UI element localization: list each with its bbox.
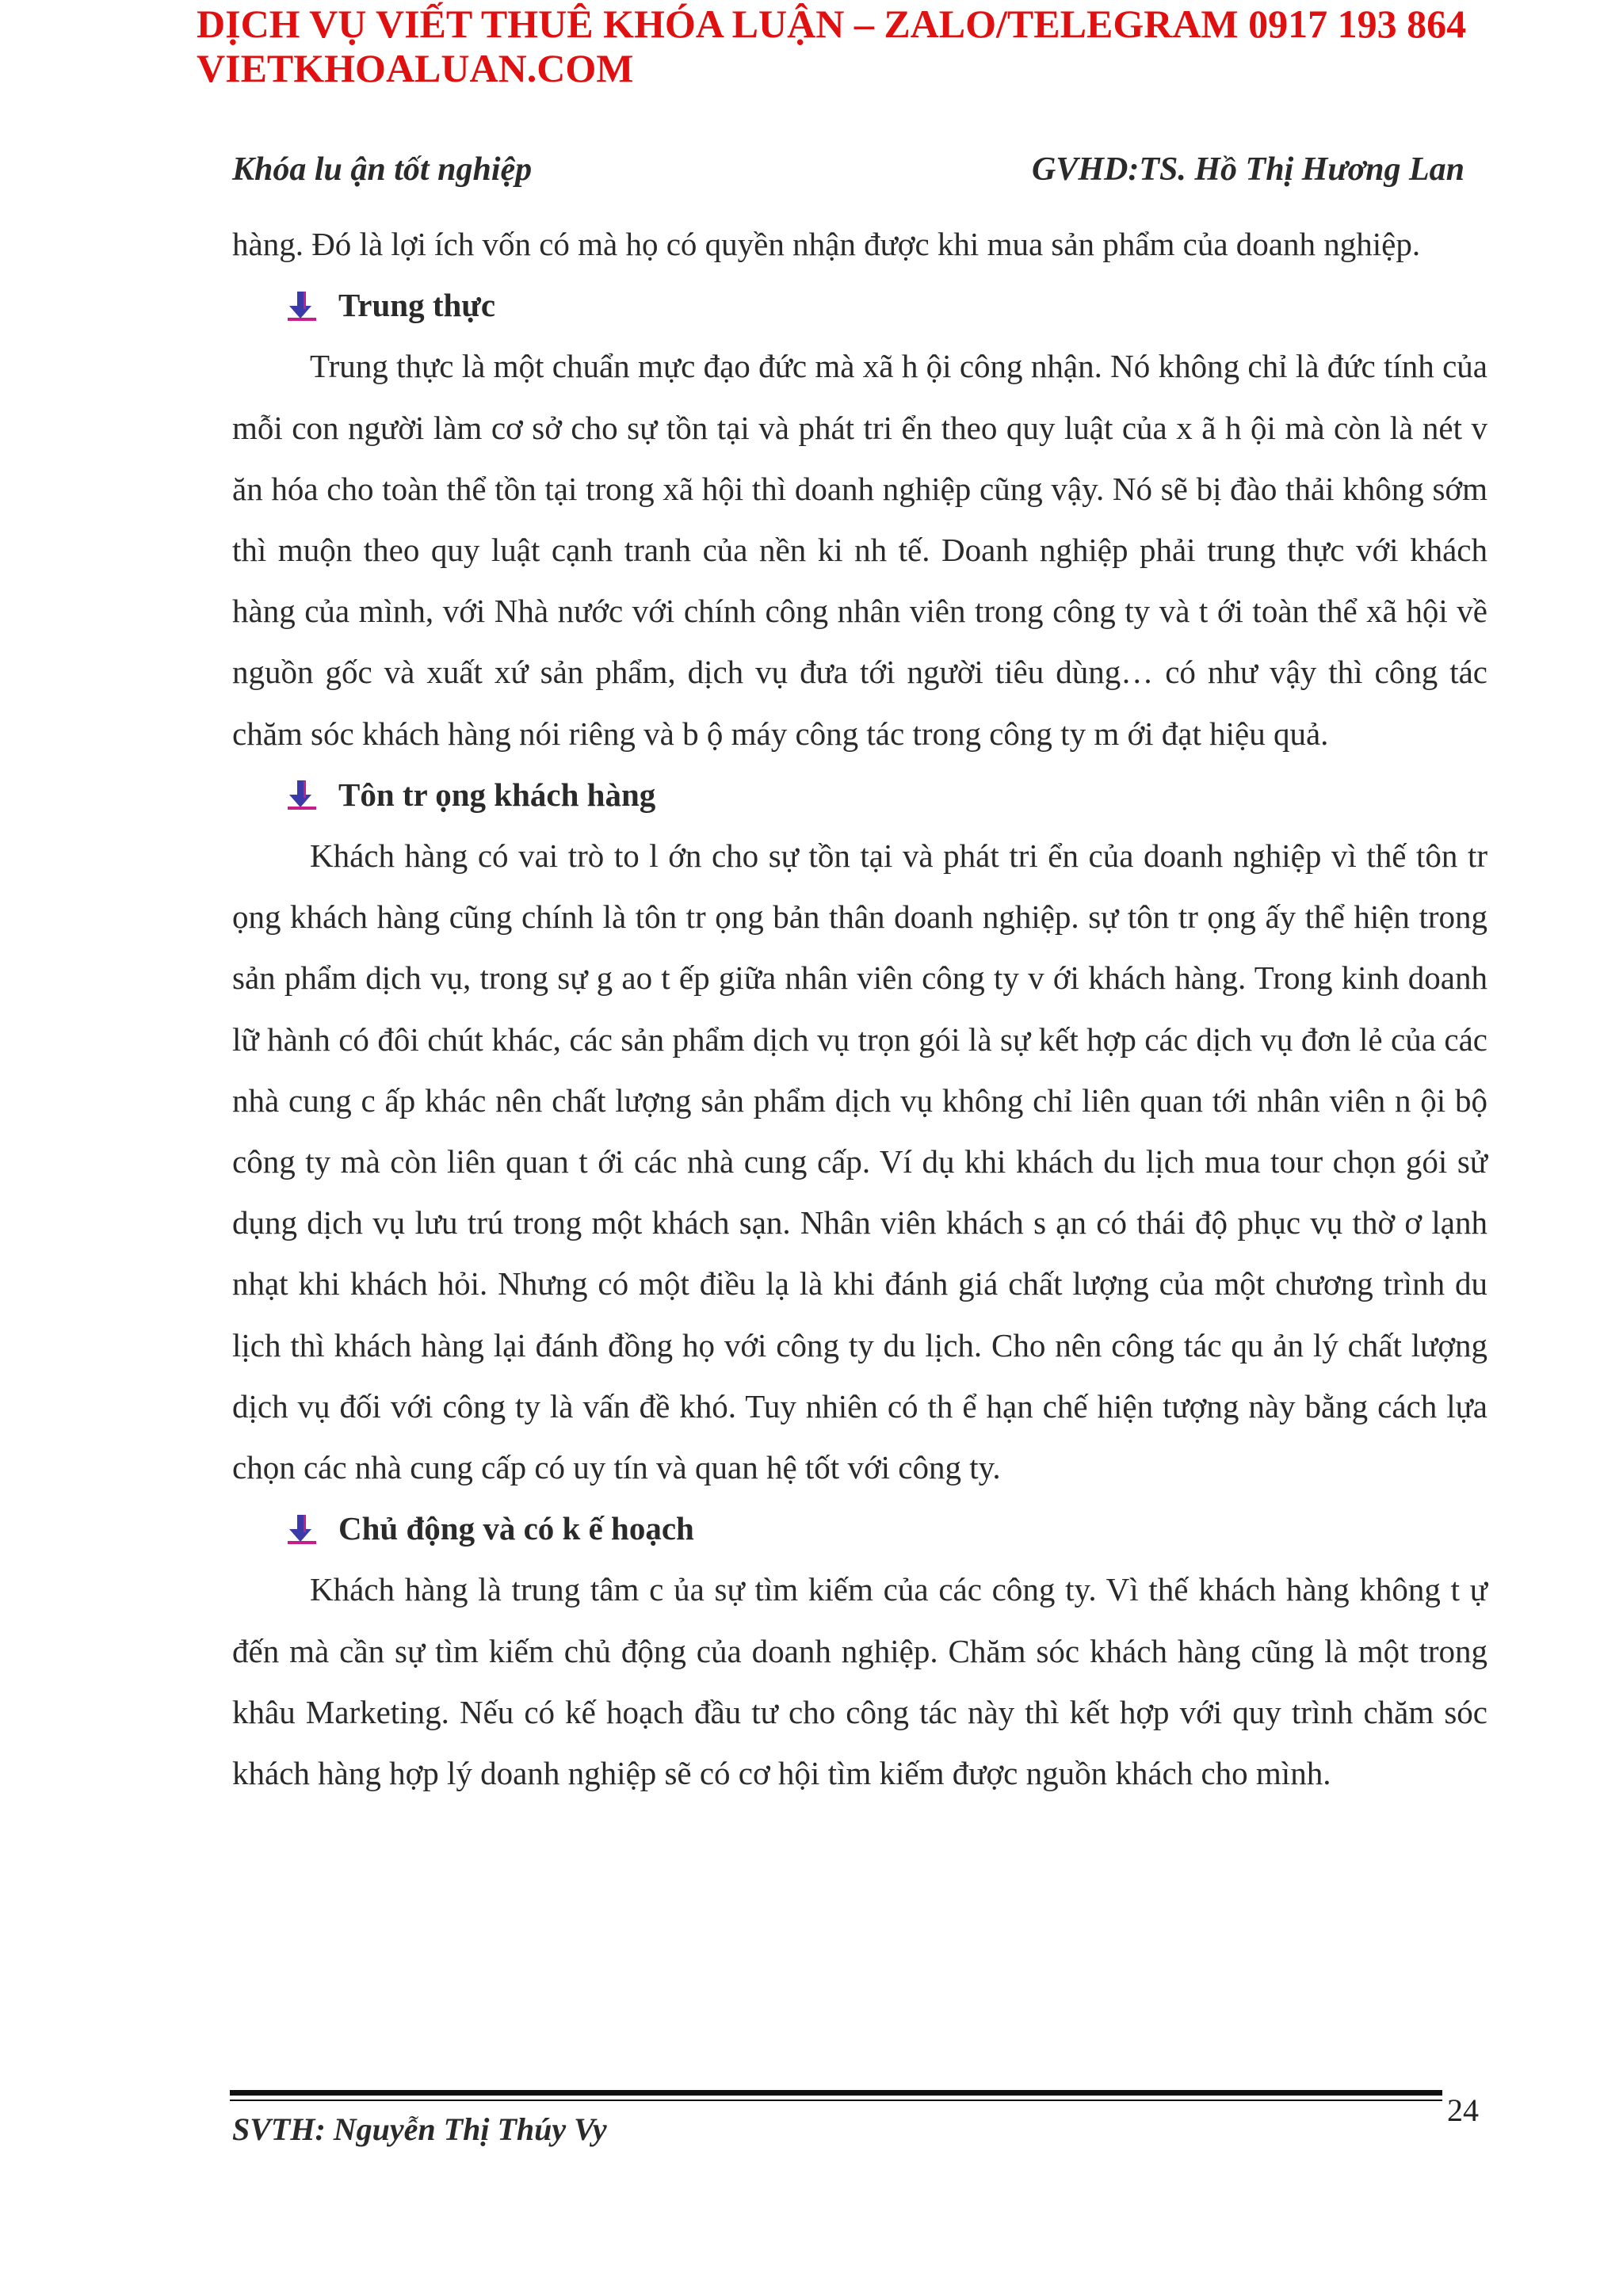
page-number: 24 [1447, 2092, 1479, 2128]
paragraph-2: Khách hàng có vai trò to l ớn cho sự tồn tại và phát tri ển của doanh nghiệp vì thế tôn tr ọng khách hàng cũng chính là tôn tr ọng bản thân doanh nghiệp. sự tôn tr ọng ấy thể hiện trong sản phẩm dịch vụ, trong sự g ao t ếp giữa nhân viên công ty v ới khách hàng. Trong kinh doanh lữ hành có đôi chút khác, các sản phẩm dịch vụ trọn gói là sự kết hợp các dịch vụ đơn lẻ của các nhà cung c ấp khác nên chất lượng sản phẩm dịch vụ không chỉ liên quan tới nhân viên n ội bộ công ty mà còn liên quan t ới các nhà cung cấp. Ví dụ khi khách du lịch mua tour chọn gói sử dụng dịch vụ lưu trú trong một khách sạn. Nhân viên khách s ạn có thái độ phục vụ thờ ơ lạnh nhạt khi khách hỏi. Nhưng có một điều lạ là khi đánh giá chất lượng của một chương trình du lịch thì khách hàng lại đánh đồng họ với công ty du lịch. Cho nên công tác qu ản lý chất lượng dịch vụ đối với công ty là vấn đề khó. Tuy nhiên có th ể hạn chế hiện tượng này bằng cách lựa chọn các nhà cung cấp có uy tín và quan hệ tốt với công ty. [232, 837, 1487, 1486]
arrow-down-icon [285, 290, 319, 322]
banner-line-2: VIETKHOALUAN.COM [197, 46, 634, 90]
heading-text: Chủ động và có k ế hoạch [338, 1510, 694, 1547]
arrow-down-icon [285, 779, 319, 810]
banner-line-1: DỊCH VỤ VIẾT THUÊ KHÓA LUẬN – ZALO/TELEGRAM 0917 193 864 [197, 2, 1467, 46]
page-header [232, 151, 1465, 189]
paragraph-3: Khách hàng là trung tâm c ủa sự tìm kiếm của các công ty. Vì thế khách hàng không t ự đến mà cần sự tìm kiếm chủ động của doanh nghiệp. Chăm sóc khách hàng cũng là một trong khâu Marketing. Nếu có kế hoạch đầu tư cho công tác này thì kết hợp với quy trình chăm sóc khách hàng hợp lý doanh nghiệp sẽ có cơ hội tìm kiếm được nguồn khách cho mình. [232, 1571, 1487, 1792]
section-heading-1 [232, 275, 1487, 336]
paragraph-1: Trung thực là một chuẩn mực đạo đức mà xã h ội công nhận. Nó không chỉ là đức tính của mỗi con người làm cơ sở cho sự tồn tại và phát tri ển theo quy luật của x ã h ội mà còn là nét v ăn hóa cho toàn thể tồn tại trong xã hội thì doanh nghiệp cũng vậy. Nó sẽ bị đào thải không sớm thì muộn theo quy luật cạnh tranh của nền ki nh tế. Doanh nghiệp phải trung thực với khách hàng của mình, với Nhà nước với chính công nhân viên trong công ty và t ới toàn thể xã hội về nguồn gốc và xuất xứ sản phẩm, dịch vụ đưa tới người tiêu dùng… có như vậy thì công tác chăm sóc khách hàng nói riêng và b ộ máy công tác trong công ty m ới đạt hiệu quả. [232, 348, 1487, 752]
arrow-down-icon [285, 1513, 319, 1545]
paragraph-continued: hàng. Đó là lợi ích vốn có mà họ có quyền nhận được khi mua sản phẩm của doanh nghiệp. [232, 226, 1421, 262]
header-left: Khóa lu ận tốt nghiệp [232, 151, 533, 188]
document-body [232, 214, 1487, 1804]
heading-text: Tôn tr ọng khách hàng [338, 776, 656, 813]
section-heading-3 [232, 1498, 1487, 1559]
footer-author: SVTH: Nguyễn Thị Thúy Vy [232, 2111, 607, 2147]
footer-rule [230, 2090, 1442, 2101]
section-heading-2 [232, 765, 1487, 826]
promo-banner [197, 2, 1583, 90]
header-right: GVHD:TS. Hồ Thị Hương Lan [1032, 151, 1465, 188]
heading-text: Trung thực [338, 287, 496, 324]
